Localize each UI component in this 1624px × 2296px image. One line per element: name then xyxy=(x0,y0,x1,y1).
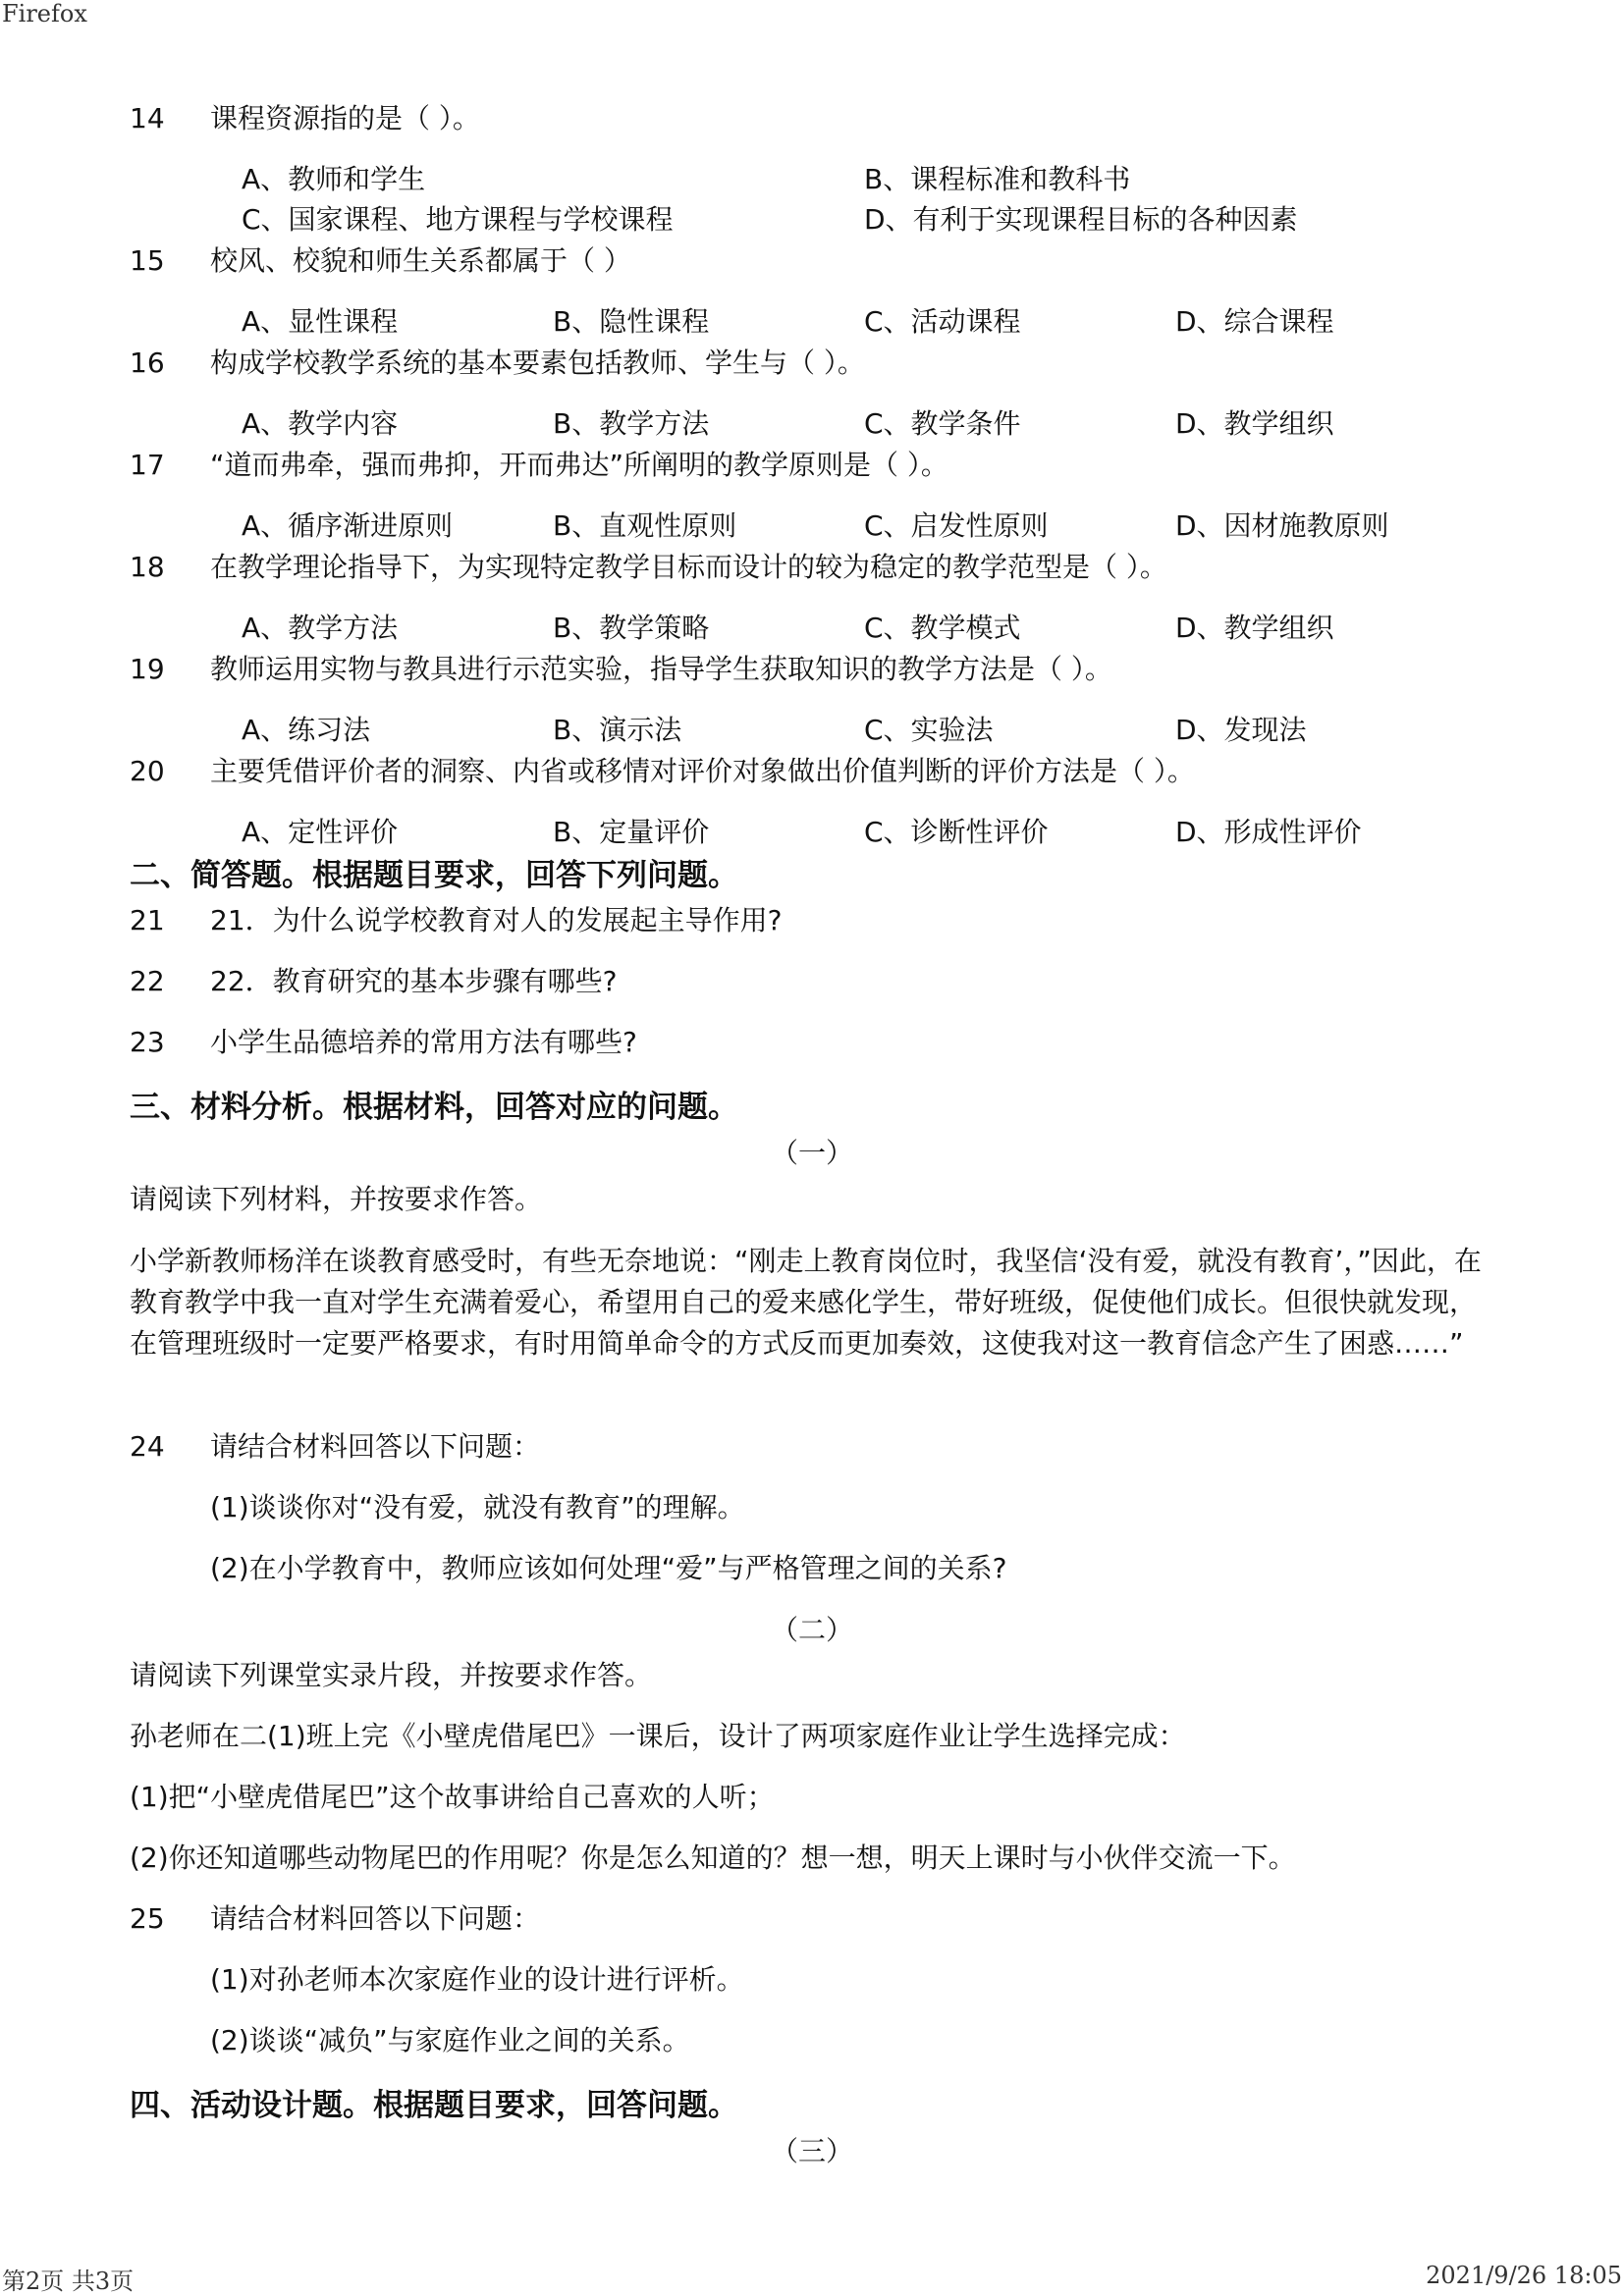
question-text: 教师运用实物与教具进行示范实验，指导学生获取知识的教学方法是（ ）。 xyxy=(210,653,1112,685)
browser-header: Firefox xyxy=(2,0,87,27)
option-c: C、国家课程、地方课程与学校课程 xyxy=(242,203,674,236)
sub-question: (2)在小学教育中，教师应该如何处理“爱”与严格管理之间的关系? xyxy=(210,1552,1007,1584)
question-text: 22．教育研究的基本步骤有哪些? xyxy=(210,965,618,997)
option-c: C、活动课程 xyxy=(864,305,1021,338)
option-a: A、循序渐进原则 xyxy=(242,509,454,542)
sub-question: (2)谈谈“减负”与家庭作业之间的关系。 xyxy=(210,2024,690,2056)
material-line: (2)你还知道哪些动物尾巴的作用呢？你是怎么知道的？想一想，明天上课时与小伙伴交流一下。 xyxy=(130,1842,1296,1874)
question-text: 课程资源指的是（ ）。 xyxy=(210,102,480,134)
part-label: （二） xyxy=(770,1614,853,1646)
option-b: B、教学方法 xyxy=(553,407,710,440)
question-text: 构成学校教学系统的基本要素包括教师、学生与（ ）。 xyxy=(210,347,865,379)
option-d: D、形成性评价 xyxy=(1175,816,1362,848)
material-line: (1)把“小壁虎借尾巴”这个故事讲给自己喜欢的人听； xyxy=(130,1781,775,1813)
option-b: B、隐性课程 xyxy=(553,305,710,338)
option-a: A、练习法 xyxy=(242,714,371,746)
print-datetime: 2021/9/26 18:05 xyxy=(1426,2262,1622,2289)
question-text: 请结合材料回答以下问题： xyxy=(210,1902,541,1935)
question-number: 17 xyxy=(130,449,165,481)
option-c: C、启发性原则 xyxy=(864,509,1049,542)
question-number: 21 xyxy=(130,904,165,936)
question-number: 23 xyxy=(130,1026,165,1058)
page-indicator: 第2页 共3页 xyxy=(2,2268,135,2295)
question-number: 15 xyxy=(130,244,165,277)
question-number: 22 xyxy=(130,965,165,997)
material-line: 孙老师在二(1)班上完《小壁虎借尾巴》一课后，设计了两项家庭作业让学生选择完成： xyxy=(130,1720,1186,1752)
option-b: B、演示法 xyxy=(553,714,682,746)
option-d: D、有利于实现课程目标的各种因素 xyxy=(864,203,1298,236)
question-number: 16 xyxy=(130,347,165,379)
section-heading: 四、活动设计题。根据题目要求，回答问题。 xyxy=(130,2088,738,2123)
question-text: 小学生品德培养的常用方法有哪些? xyxy=(210,1026,637,1058)
question-text: 在教学理论指导下，为实现特定教学目标而设计的较为稳定的教学范型是（ ）。 xyxy=(210,551,1167,583)
option-c: C、诊断性评价 xyxy=(864,816,1049,848)
question-text: 请结合材料回答以下问题： xyxy=(210,1430,541,1463)
question-text: “道而弗牵，强而弗抑，开而弗达”所阐明的教学原则是（ ）。 xyxy=(210,449,948,481)
option-c: C、教学条件 xyxy=(864,407,1021,440)
option-b: B、定量评价 xyxy=(553,816,710,848)
question-text: 21．为什么说学校教育对人的发展起主导作用? xyxy=(210,904,783,936)
question-number: 24 xyxy=(130,1430,165,1463)
option-d: D、因材施教原则 xyxy=(1175,509,1389,542)
material-intro: 请阅读下列课堂实录片段，并按要求作答。 xyxy=(130,1659,653,1691)
section-heading: 三、材料分析。根据材料，回答对应的问题。 xyxy=(130,1090,738,1125)
option-b: B、课程标准和教科书 xyxy=(864,163,1131,195)
question-number: 20 xyxy=(130,755,165,787)
part-label: （三） xyxy=(770,2135,853,2167)
option-b: B、直观性原则 xyxy=(553,509,737,542)
option-a: A、定性评价 xyxy=(242,816,399,848)
question-text: 主要凭借评价者的洞察、内省或移情对评价对象做出价值判断的评价方法是（ ）。 xyxy=(210,755,1195,787)
part-label: （一） xyxy=(770,1137,853,1169)
option-a: A、教学方法 xyxy=(242,612,399,644)
question-text: 校风、校貌和师生关系都属于（ ） xyxy=(210,244,631,277)
section-heading: 二、简答题。根据题目要求，回答下列问题。 xyxy=(130,858,738,893)
sub-question: (1)谈谈你对“没有爱，就没有教育”的理解。 xyxy=(210,1491,745,1523)
option-d: D、教学组织 xyxy=(1175,612,1334,644)
question-number: 14 xyxy=(130,102,165,134)
question-number: 19 xyxy=(130,653,165,685)
option-d: D、综合课程 xyxy=(1175,305,1334,338)
option-a: A、教学内容 xyxy=(242,407,399,440)
option-c: C、教学模式 xyxy=(864,612,1021,644)
question-number: 25 xyxy=(130,1902,165,1935)
material-text: 小学新教师杨洋在谈教育感受时，有些无奈地说：“刚走上教育岗位时，我坚信‘没有爱，就没有教育’，”因此，在教育教学中我一直对学生充满着爱心，希望用自己的爱来感化学生，带好班级，促使他们成长。但很快就发现，在管理班级时一定要严格要求，有时用简单命令的方式反而更加奏效，这使我对这一教育信念产生了困惑……” xyxy=(130,1245,1482,1360)
sub-question: (1)对孙老师本次家庭作业的设计进行评析。 xyxy=(210,1963,744,1996)
option-d: D、发现法 xyxy=(1175,714,1307,746)
option-d: D、教学组织 xyxy=(1175,407,1334,440)
material-intro: 请阅读下列材料，并按要求作答。 xyxy=(130,1183,543,1215)
option-b: B、教学策略 xyxy=(553,612,710,644)
question-number: 18 xyxy=(130,551,165,583)
option-a: A、显性课程 xyxy=(242,305,399,338)
option-c: C、实验法 xyxy=(864,714,994,746)
option-a: A、教师和学生 xyxy=(242,163,426,195)
